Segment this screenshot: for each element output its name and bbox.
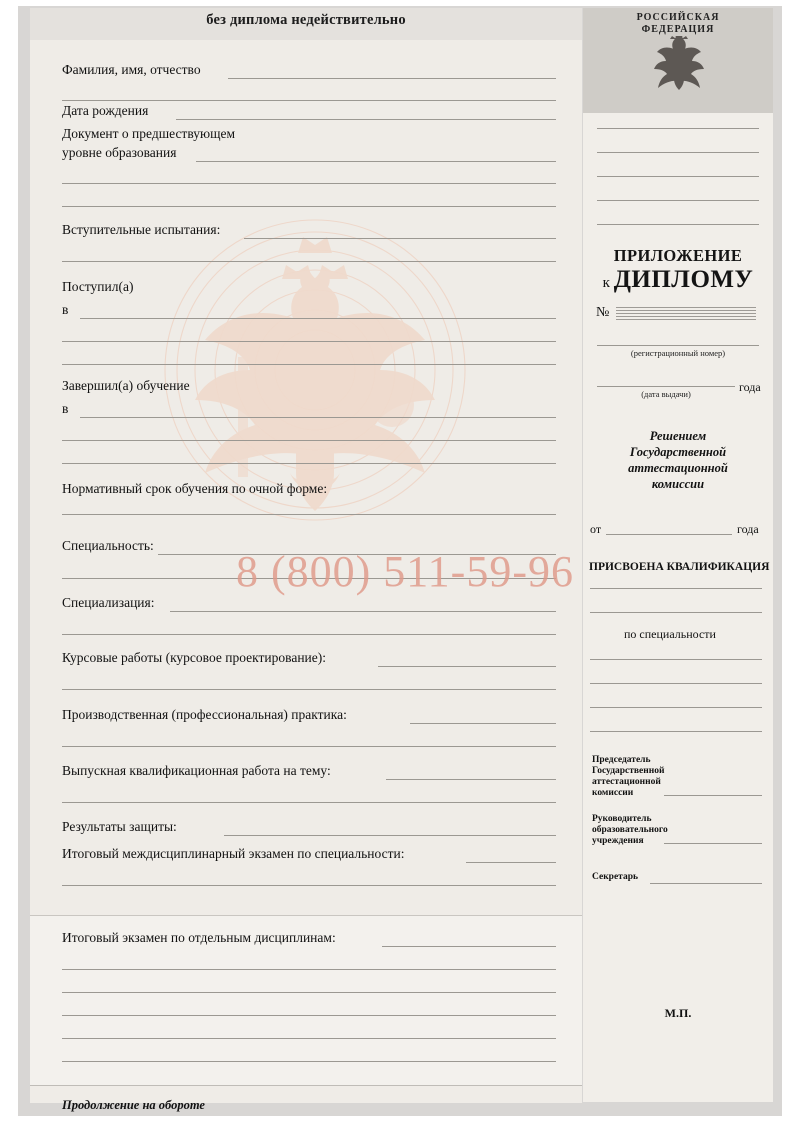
label-year-issue: года <box>739 380 761 394</box>
field-label-prev-doc-line2: уровне образования <box>62 145 177 160</box>
label-from: от <box>590 522 602 536</box>
signature-chairman-line1: Председатель <box>592 755 651 765</box>
field-label-specialization: Специализация: <box>62 595 155 610</box>
supplement-title: ПРИЛОЖЕНИЕ <box>613 246 743 265</box>
rule-qualification-2 <box>590 612 762 613</box>
rule-reg-number <box>597 345 759 346</box>
field-label-duration: Нормативный срок обучения по очной форме: <box>62 481 328 496</box>
caption-issue-date: (дата выдачи) <box>641 389 691 399</box>
signature-chairman-label <box>592 755 664 799</box>
rule-final-exams-2 <box>62 969 556 970</box>
rule-speciality-right-2 <box>590 683 762 684</box>
rule-speciality-right-1 <box>590 659 762 660</box>
rule-practice-1 <box>410 723 556 724</box>
rule-entrance-1 <box>244 238 556 239</box>
signature-secretary-label: Секретарь <box>592 872 639 882</box>
label-qualification-assigned: ПРИСВОЕНА КВАЛИФИКАЦИЯ <box>589 561 770 573</box>
rule-prev-doc-3 <box>62 206 556 207</box>
number-hatch-field <box>616 307 756 320</box>
rule-defense-results <box>224 835 556 836</box>
federation-title <box>583 12 773 36</box>
rule-birthdate <box>176 119 556 120</box>
coat-of-arms-icon <box>653 36 705 94</box>
signature-head-label <box>592 814 668 847</box>
page-title: без диплома недействительно <box>206 12 406 28</box>
field-label-admitted: Поступил(а) <box>62 279 134 294</box>
rule-practice-2 <box>62 746 556 747</box>
rule-interdisciplinary-2 <box>62 885 556 886</box>
rule-signature-chairman <box>664 795 762 796</box>
rule-completed-3 <box>62 463 556 464</box>
label-from-year: года <box>737 522 759 536</box>
right-panel <box>583 8 773 1102</box>
rule-final-exams-3 <box>62 992 556 993</box>
signature-head-line2: образовательного <box>592 825 668 835</box>
rule-completed-1 <box>80 417 556 418</box>
rule-final-exams-4 <box>62 1015 556 1016</box>
commission-decision-line2: Государственной <box>629 445 727 459</box>
rule-interdisciplinary-1 <box>466 862 556 863</box>
rule-from-date <box>606 534 732 535</box>
field-label-speciality: Специальность: <box>62 538 154 553</box>
rule-fio-2 <box>62 100 556 101</box>
commission-decision-line1: Решением <box>649 429 707 443</box>
rule-right-4 <box>597 200 759 201</box>
field-label-practice: Производственная (профессиональная) практика: <box>62 707 347 722</box>
caption-reg-number: (регистрационный номер) <box>630 348 726 358</box>
signature-chairman-line4: комиссии <box>592 788 634 798</box>
field-label-admitted-in: в <box>62 302 69 317</box>
signature-chairman-line3: аттестационной <box>592 777 661 787</box>
rule-speciality-1 <box>158 554 556 555</box>
rule-right-1 <box>597 128 759 129</box>
signature-head-line1: Руководитель <box>592 814 652 824</box>
field-label-entrance-exams: Вступительные испытания: <box>62 222 221 237</box>
field-label-coursework: Курсовые работы (курсовое проектирование): <box>62 650 327 665</box>
rule-signature-head <box>664 843 762 844</box>
diploma-title <box>583 266 773 294</box>
rule-speciality-2 <box>62 578 556 579</box>
number-sign: № <box>596 305 610 320</box>
rule-final-exams-6 <box>62 1061 556 1062</box>
rule-final-exams-5 <box>62 1038 556 1039</box>
rule-final-work-1 <box>386 779 556 780</box>
field-label-defense-results: Результаты защиты: <box>62 819 177 834</box>
rule-right-5 <box>597 224 759 225</box>
continuation-note: Продолжение на обороте <box>62 1098 205 1112</box>
rule-admitted-2 <box>62 341 556 342</box>
rule-entrance-2 <box>62 261 556 262</box>
rule-prev-doc-1 <box>196 161 556 162</box>
rule-qualification-1 <box>590 588 762 589</box>
rule-duration <box>62 514 556 515</box>
commission-decision <box>583 428 773 492</box>
federation-title-line1: РОССИЙСКАЯ <box>636 12 720 23</box>
label-by-speciality: по специальности <box>624 627 716 641</box>
signature-chairman-line2: Государственной <box>592 766 665 776</box>
commission-decision-line3: аттестационной <box>628 461 728 475</box>
commission-decision-line4: комиссии <box>651 477 705 491</box>
rule-right-3 <box>597 176 759 177</box>
rule-specialization-2 <box>62 634 556 635</box>
signature-head-line3: учреждения <box>592 836 644 846</box>
rule-final-work-2 <box>62 802 556 803</box>
rule-final-exams-1 <box>382 946 556 947</box>
rule-right-2 <box>597 152 759 153</box>
rule-issue-date <box>597 386 735 387</box>
rule-signature-secretary <box>650 883 762 884</box>
field-label-completed-in: в <box>62 401 69 416</box>
stamp-place-label: М.П. <box>664 1006 692 1020</box>
rule-specialization-1 <box>170 611 556 612</box>
rule-admitted-3 <box>62 364 556 365</box>
rule-speciality-right-4 <box>590 731 762 732</box>
rule-speciality-right-3 <box>590 707 762 708</box>
rule-admitted-1 <box>80 318 556 319</box>
field-label-interdisciplinary-exam: Итоговый междисциплинарный экзамен по специальности: <box>62 846 405 861</box>
rule-prev-doc-2 <box>62 183 556 184</box>
field-label-completed: Завершил(а) обучение <box>62 378 190 393</box>
rule-completed-2 <box>62 440 556 441</box>
phone-watermark: 8 (800) 511-59-96 <box>236 547 574 596</box>
field-label-birthdate: Дата рождения <box>62 103 149 118</box>
diploma-title-main: ДИПЛОМУ <box>613 266 754 293</box>
field-label-fio: Фамилия, имя, отчество <box>62 62 201 77</box>
federation-title-line2: ФЕДЕРАЦИЯ <box>641 24 715 35</box>
field-label-prev-doc-line1: Документ о предшествующем <box>62 126 236 141</box>
field-label-final-work: Выпускная квалификационная работа на тему: <box>62 763 331 778</box>
rule-coursework-1 <box>378 666 556 667</box>
rule-fio-1 <box>228 78 556 79</box>
field-label-final-exams: Итоговый экзамен по отдельным дисциплинам: <box>62 930 336 945</box>
diploma-title-prefix: к <box>602 275 610 291</box>
rule-coursework-2 <box>62 689 556 690</box>
